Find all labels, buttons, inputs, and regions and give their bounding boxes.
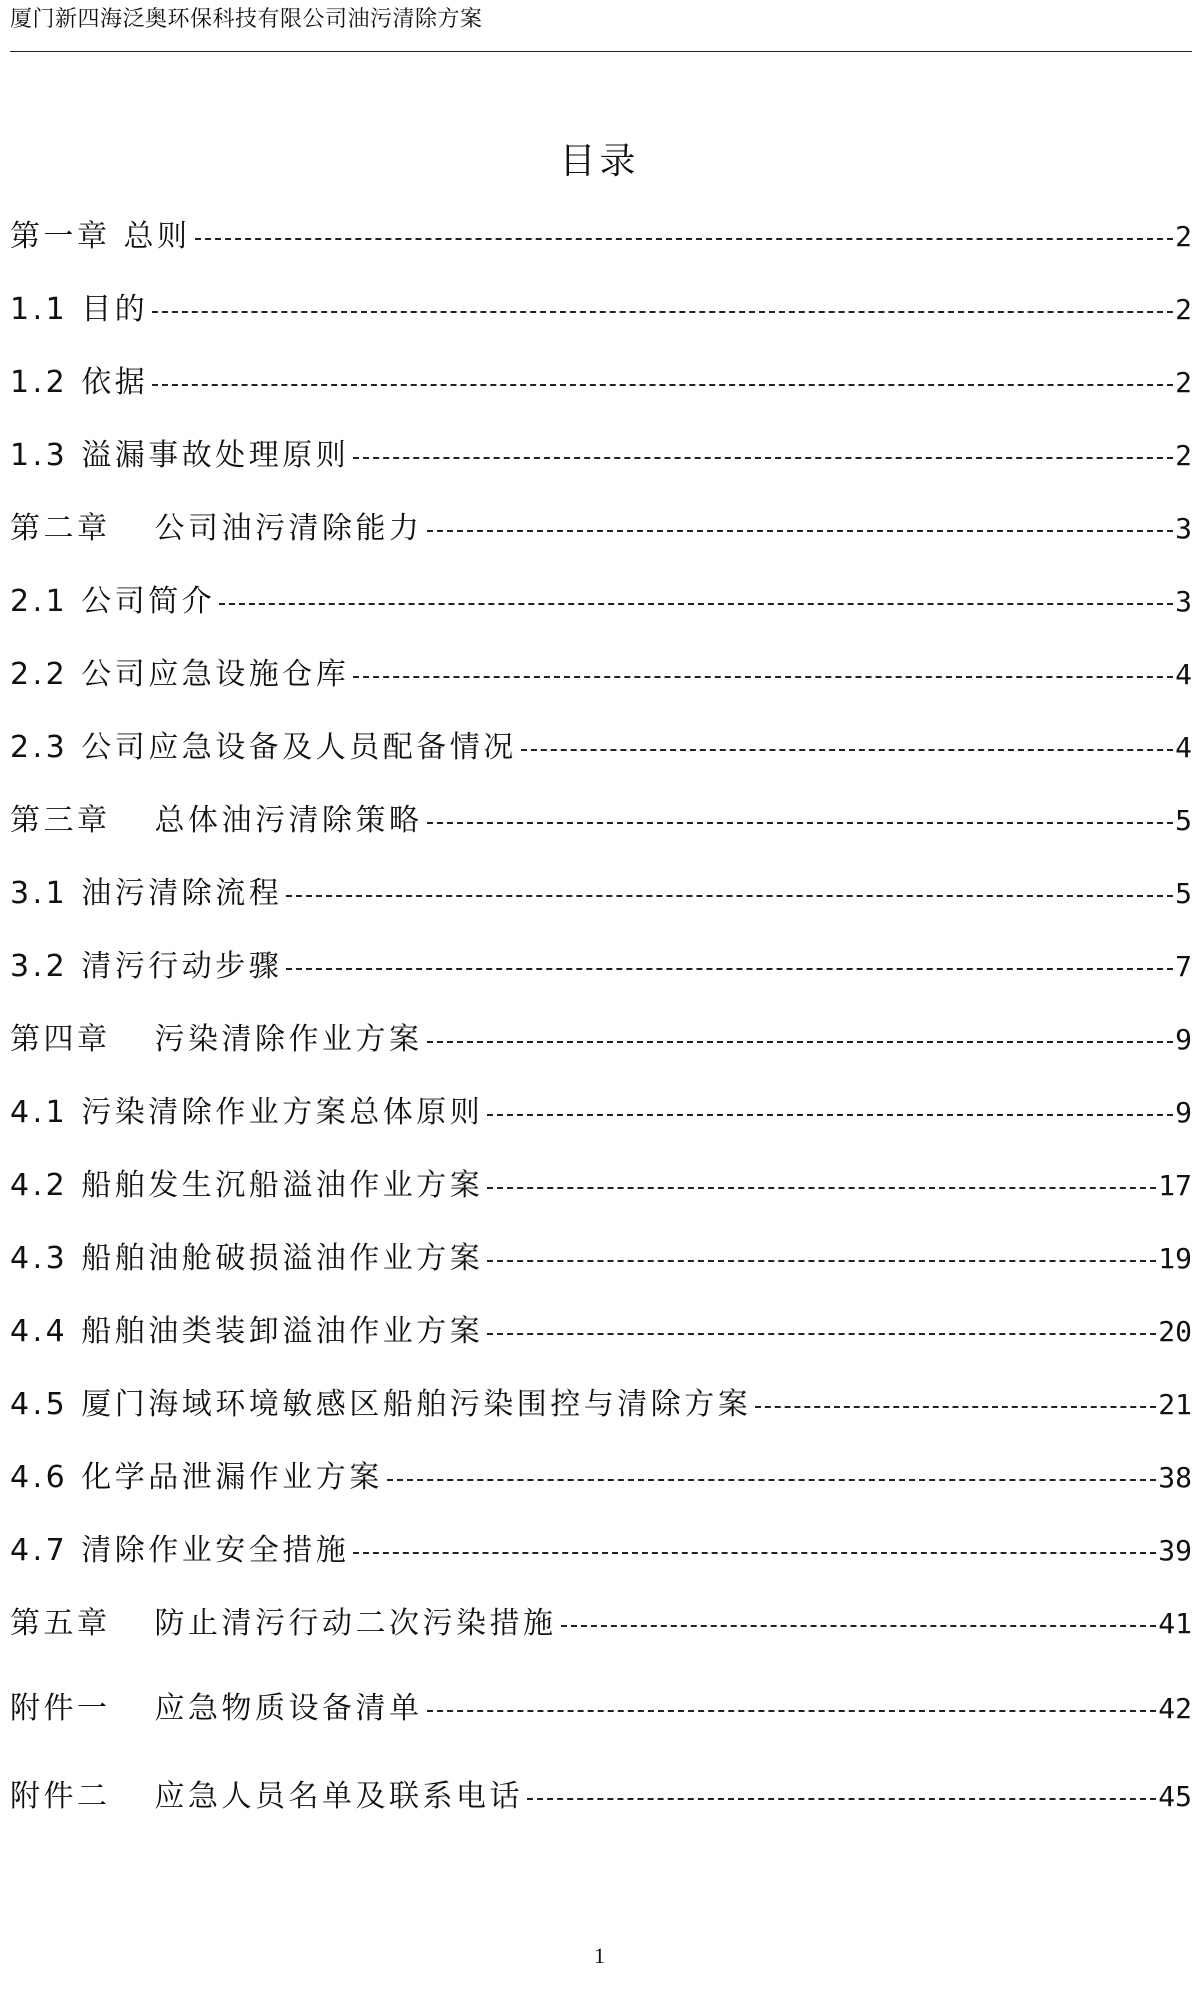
toc-entry-label xyxy=(10,1528,349,1574)
toc-entry-label xyxy=(10,1455,383,1501)
toc-leader-line xyxy=(427,530,1174,532)
toc-leader-line xyxy=(427,1041,1174,1043)
toc-entry-label xyxy=(10,871,282,917)
toc-entry[interactable] xyxy=(10,725,1192,771)
toc-entry-page-number: 9 xyxy=(1175,1096,1192,1129)
toc-entry-heading: 4.3 船舶油舱破损溢油作业方案 xyxy=(10,1241,484,1276)
toc-leader-line xyxy=(561,1625,1157,1627)
toc-entry[interactable] xyxy=(10,1528,1192,1574)
toc-entry-heading: 第一章 总则 xyxy=(10,219,191,254)
toc-entry[interactable] xyxy=(10,944,1192,990)
toc-entry-page-number: 4 xyxy=(1175,658,1192,691)
toc-entry-page-number: 42 xyxy=(1158,1692,1192,1725)
toc-entry-page-number: 4 xyxy=(1175,731,1192,764)
toc-entry-label xyxy=(10,1382,751,1428)
toc-entry-heading: 2.2 公司应急设施仓库 xyxy=(10,657,350,692)
toc-entry-label xyxy=(10,214,191,260)
toc-entry-title: 防止清污行动二次污染措施 xyxy=(154,1606,557,1641)
toc-entry-page-number: 7 xyxy=(1175,950,1192,983)
toc-entry-page-number: 19 xyxy=(1158,1242,1192,1275)
toc-entry[interactable] xyxy=(10,433,1192,479)
toc-entry[interactable] xyxy=(10,1163,1192,1209)
toc-entry[interactable] xyxy=(10,506,1192,552)
toc-entry-heading: 第四章 xyxy=(10,1022,111,1057)
toc-entry[interactable] xyxy=(10,1455,1192,1501)
toc-entry-label xyxy=(10,1236,483,1282)
toc-entry-label xyxy=(10,798,423,844)
toc-entry-label xyxy=(10,1017,423,1063)
toc-leader-line xyxy=(487,1187,1156,1189)
toc-entry-heading: 第二章 xyxy=(10,511,111,546)
toc-entry-label xyxy=(10,652,349,698)
toc-entry-label xyxy=(10,433,349,479)
toc-entry[interactable] xyxy=(10,214,1192,260)
toc-entry[interactable] xyxy=(10,1236,1192,1282)
toc-entry-title: 污染清除作业方案 xyxy=(154,1022,423,1057)
toc-entry-heading: 附件一 xyxy=(10,1691,111,1726)
toc-leader-line xyxy=(387,1479,1157,1481)
toc-entry-page-number: 39 xyxy=(1158,1534,1192,1567)
toc-leader-line xyxy=(219,603,1173,605)
toc-entry-heading: 第三章 xyxy=(10,803,111,838)
toc-entry[interactable] xyxy=(10,652,1192,698)
toc-entry-label xyxy=(10,944,282,990)
toc-entry-label xyxy=(10,1601,557,1647)
toc-entry-heading: 4.6 化学品泄漏作业方案 xyxy=(10,1460,383,1495)
toc-leader-line xyxy=(521,749,1173,751)
toc-entry[interactable] xyxy=(10,1601,1192,1647)
toc-entry-page-number: 3 xyxy=(1175,585,1192,618)
toc-entry[interactable] xyxy=(10,360,1192,406)
toc-leader-line xyxy=(755,1406,1156,1408)
toc-entry-page-number: 20 xyxy=(1158,1315,1192,1348)
toc-entry[interactable] xyxy=(10,1382,1192,1428)
toc-leader-line xyxy=(353,457,1173,459)
toc-leader-line xyxy=(152,384,1173,386)
running-header: 厦门新四海泛奥环保科技有限公司油污清除方案 xyxy=(10,7,483,32)
toc-entry-heading: 附件二 xyxy=(10,1779,111,1814)
toc-entry-label xyxy=(10,1774,523,1820)
toc-entry-label xyxy=(10,1090,483,1136)
toc-leader-line xyxy=(353,1552,1156,1554)
toc-entry[interactable] xyxy=(10,1309,1192,1355)
toc-entry[interactable] xyxy=(10,1017,1192,1063)
toc-leader-line xyxy=(152,311,1173,313)
toc-entry[interactable] xyxy=(10,798,1192,844)
toc-entry-title: 应急物质设备清单 xyxy=(154,1691,423,1726)
toc-leader-line xyxy=(487,1333,1156,1335)
toc-entry-heading: 3.1 油污清除流程 xyxy=(10,876,283,911)
toc-entry-label xyxy=(10,506,423,552)
toc-entry[interactable] xyxy=(10,871,1192,917)
toc-entry[interactable] xyxy=(10,579,1192,625)
toc-leader-line xyxy=(195,238,1174,240)
toc-entry-heading: 4.2 船舶发生沉船溢油作业方案 xyxy=(10,1168,484,1203)
toc-entry-page-number: 5 xyxy=(1175,877,1192,910)
toc-entry-heading: 1.2 依据 xyxy=(10,365,149,400)
toc-leader-line xyxy=(487,1260,1156,1262)
toc-entry-label xyxy=(10,579,215,625)
toc-entry-label xyxy=(10,1686,423,1732)
toc-entry-heading: 第五章 xyxy=(10,1606,111,1641)
toc-entry-heading: 3.2 清污行动步骤 xyxy=(10,949,283,984)
toc-entry[interactable] xyxy=(10,1686,1192,1732)
toc-entry-heading: 2.1 公司简介 xyxy=(10,584,216,619)
toc-entry-page-number: 2 xyxy=(1175,366,1192,399)
toc-entry-page-number: 45 xyxy=(1158,1780,1192,1813)
toc-entry[interactable] xyxy=(10,287,1192,333)
toc-entry-label xyxy=(10,725,517,771)
toc-entry-page-number: 38 xyxy=(1158,1461,1192,1494)
toc-entry-page-number: 3 xyxy=(1175,512,1192,545)
toc-entry-label xyxy=(10,1163,483,1209)
toc-entry-label xyxy=(10,1309,483,1355)
toc-entry-heading: 4.5 厦门海域环境敏感区船舶污染围控与清除方案 xyxy=(10,1387,752,1422)
toc-entry-title: 总体油污清除策略 xyxy=(154,803,423,838)
toc-leader-line xyxy=(286,968,1173,970)
toc-entry-page-number: 2 xyxy=(1175,439,1192,472)
toc-entry-heading: 1.3 溢漏事故处理原则 xyxy=(10,438,350,473)
toc-leader-line xyxy=(427,822,1174,824)
toc-entry-heading: 1.1 目的 xyxy=(10,292,149,327)
page-number: 1 xyxy=(594,1943,605,1968)
toc-entry-label xyxy=(10,287,148,333)
header-rule xyxy=(10,51,1192,52)
toc-leader-line xyxy=(427,1710,1157,1712)
toc-entry-heading: 4.7 清除作业安全措施 xyxy=(10,1533,350,1568)
toc-title: 目录 xyxy=(559,141,640,182)
toc-entry-label xyxy=(10,360,148,406)
toc-entry-heading: 4.4 船舶油类装卸溢油作业方案 xyxy=(10,1314,484,1349)
toc-entry-heading: 2.3 公司应急设备及人员配备情况 xyxy=(10,730,517,765)
toc-entry-page-number: 41 xyxy=(1158,1607,1192,1640)
toc-entry-page-number: 17 xyxy=(1158,1169,1192,1202)
toc-entry-page-number: 9 xyxy=(1175,1023,1192,1056)
toc-entry-page-number: 2 xyxy=(1175,220,1192,253)
toc-entry-heading: 4.1 污染清除作业方案总体原则 xyxy=(10,1095,484,1130)
toc-entry[interactable] xyxy=(10,1090,1192,1136)
toc-entry-title: 应急人员名单及联系电话 xyxy=(154,1779,523,1814)
toc-leader-line xyxy=(487,1114,1173,1116)
toc-leader-line xyxy=(286,895,1173,897)
toc-leader-line xyxy=(527,1798,1156,1800)
toc-leader-line xyxy=(353,676,1173,678)
toc-entry-page-number: 21 xyxy=(1158,1388,1192,1421)
toc-entry-title: 公司油污清除能力 xyxy=(154,511,423,546)
toc-entry-page-number: 2 xyxy=(1175,293,1192,326)
toc-entry-page-number: 5 xyxy=(1175,804,1192,837)
toc-entry[interactable] xyxy=(10,1774,1192,1820)
